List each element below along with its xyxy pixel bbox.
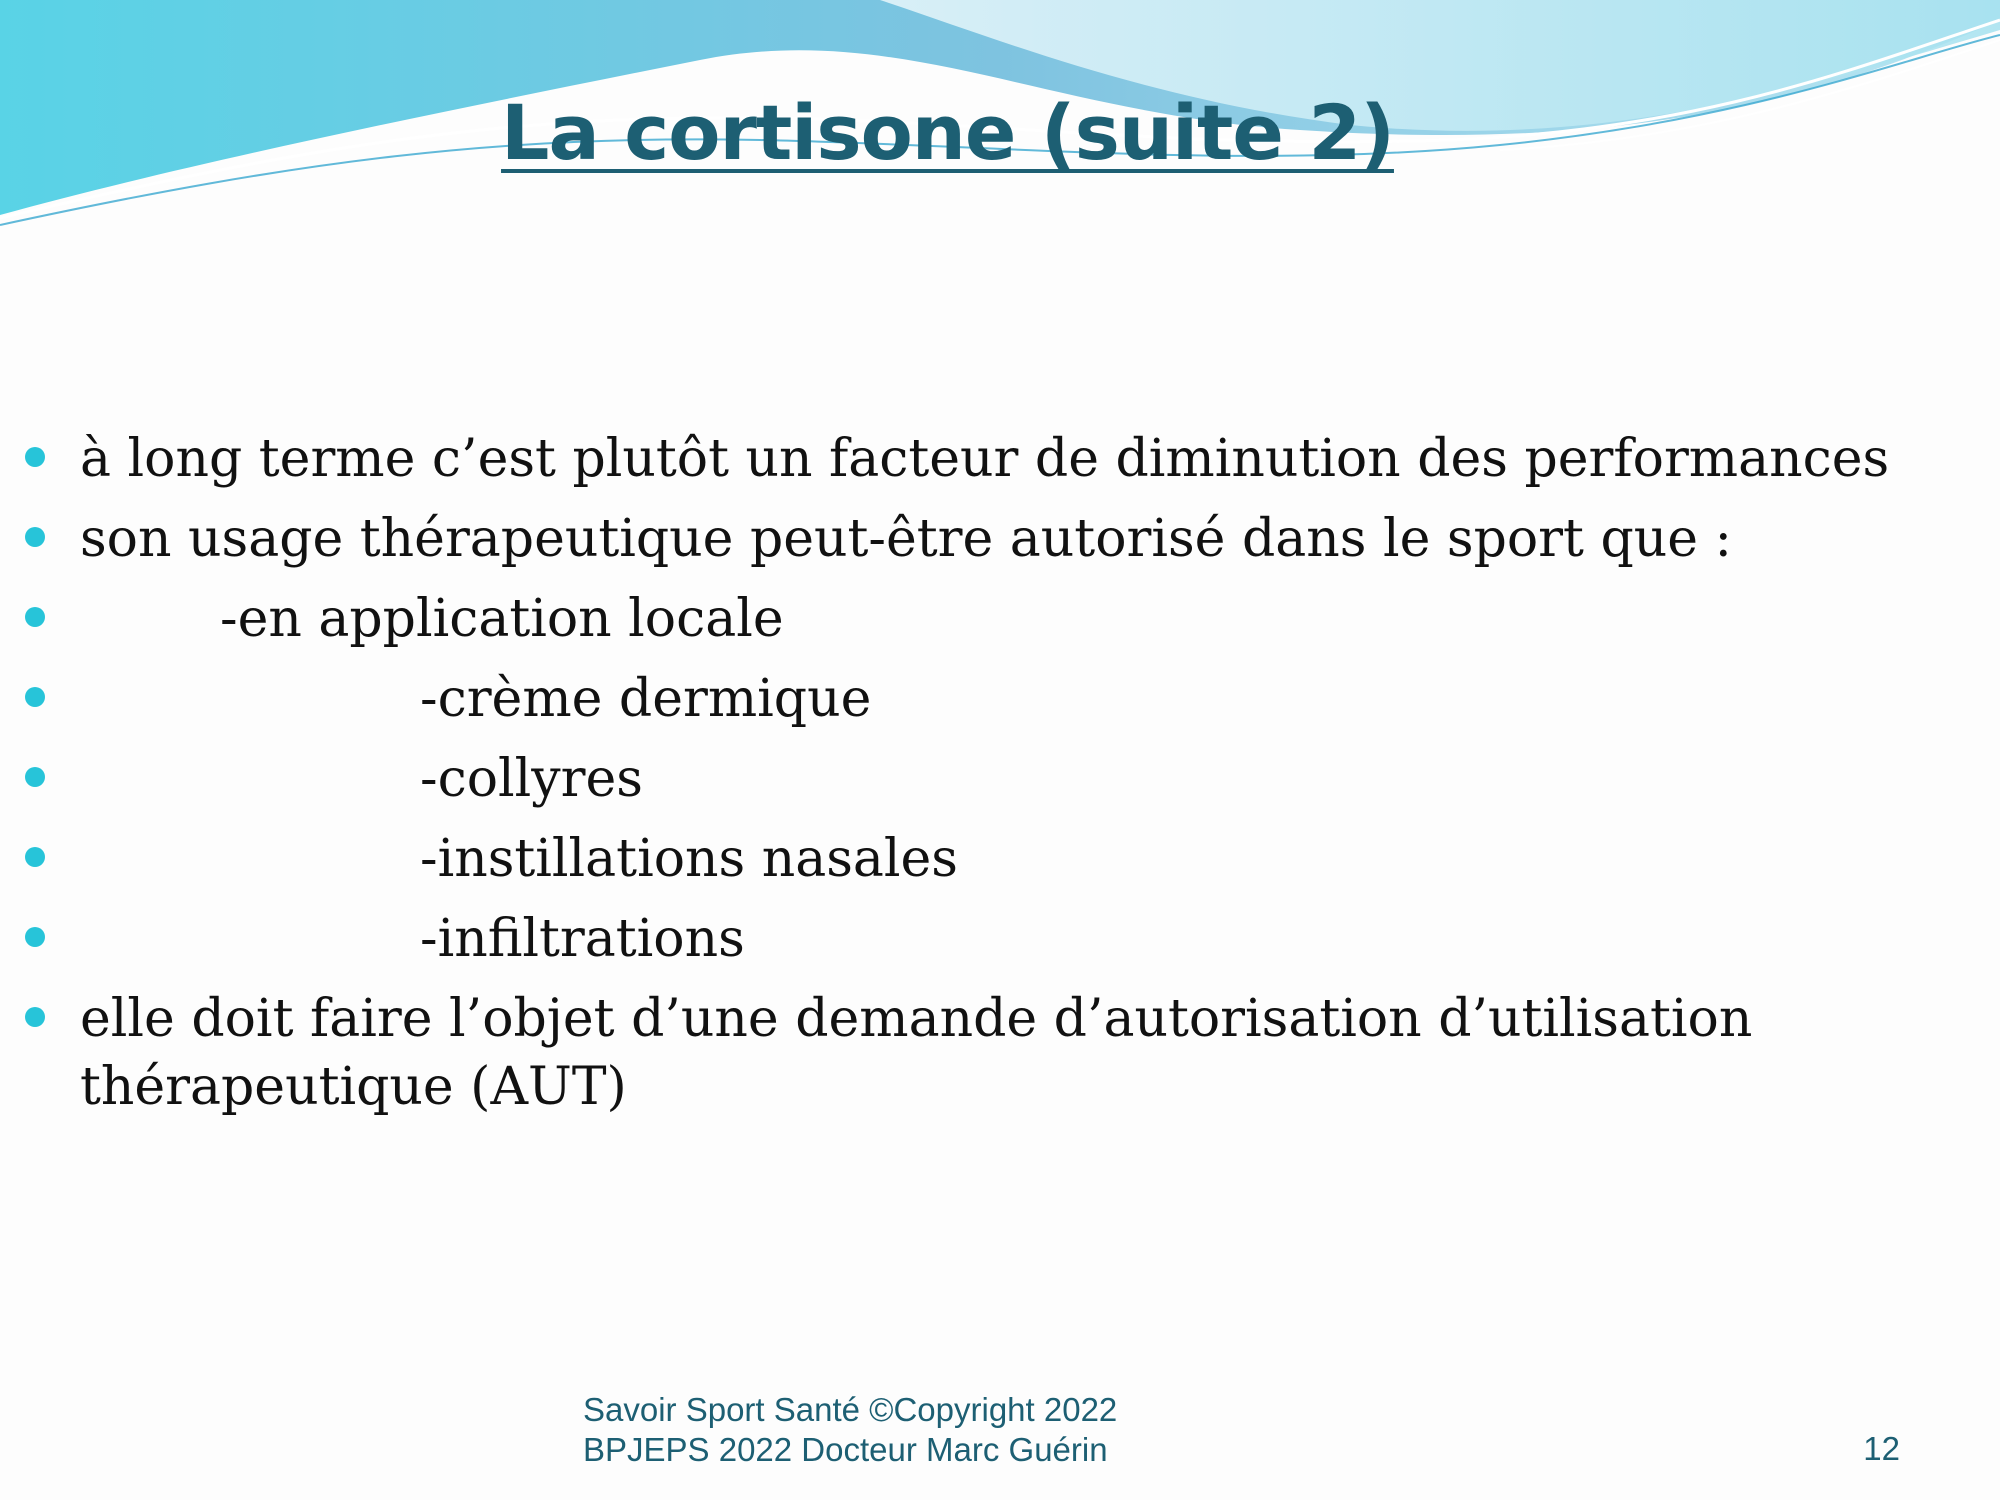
- bullet-dot-icon: [25, 927, 45, 947]
- bullet-text: son usage thérapeutique peut-être autorisé dans le sport que :: [80, 509, 1733, 569]
- slide-title: La cortisone (suite 2): [501, 88, 1394, 177]
- bullet-text: elle doit faire l’objet d’une demande d’autorisation d’utilisation thérapeutique (AUT): [80, 989, 1769, 1117]
- bullet-list: [0, 425, 2000, 1133]
- list-item: [0, 825, 2000, 893]
- list-item: [0, 665, 2000, 733]
- footer-copyright: Savoir Sport Santé ©Copyright 2022: [583, 1391, 1118, 1428]
- bullet-dot-icon: [25, 1007, 45, 1027]
- page-number: 12: [1863, 1430, 1900, 1467]
- bullet-dot-icon: [25, 847, 45, 867]
- bullet-dot-icon: [25, 447, 45, 467]
- list-item: [0, 905, 2000, 973]
- list-item: [0, 585, 2000, 653]
- bullet-text: à long terme c’est plutôt un facteur de diminution des performances: [80, 429, 1890, 489]
- list-item: [0, 985, 2000, 1121]
- bullet-text: -infiltrations: [420, 909, 745, 969]
- list-item: [0, 505, 2000, 573]
- bullet-dot-icon: [25, 767, 45, 787]
- bullet-dot-icon: [25, 527, 45, 547]
- list-item: [0, 745, 2000, 813]
- bullet-text: -crème dermique: [420, 669, 872, 729]
- bullet-text: -instillations nasales: [420, 829, 958, 889]
- footer-author: BPJEPS 2022 Docteur Marc Guérin: [583, 1431, 1108, 1468]
- bullet-dot-icon: [25, 687, 45, 707]
- bullet-text: -collyres: [420, 749, 643, 809]
- list-item: [0, 425, 2000, 493]
- bullet-text: -en application locale: [220, 589, 784, 649]
- footer: [583, 1390, 1117, 1470]
- bullet-dot-icon: [25, 607, 45, 627]
